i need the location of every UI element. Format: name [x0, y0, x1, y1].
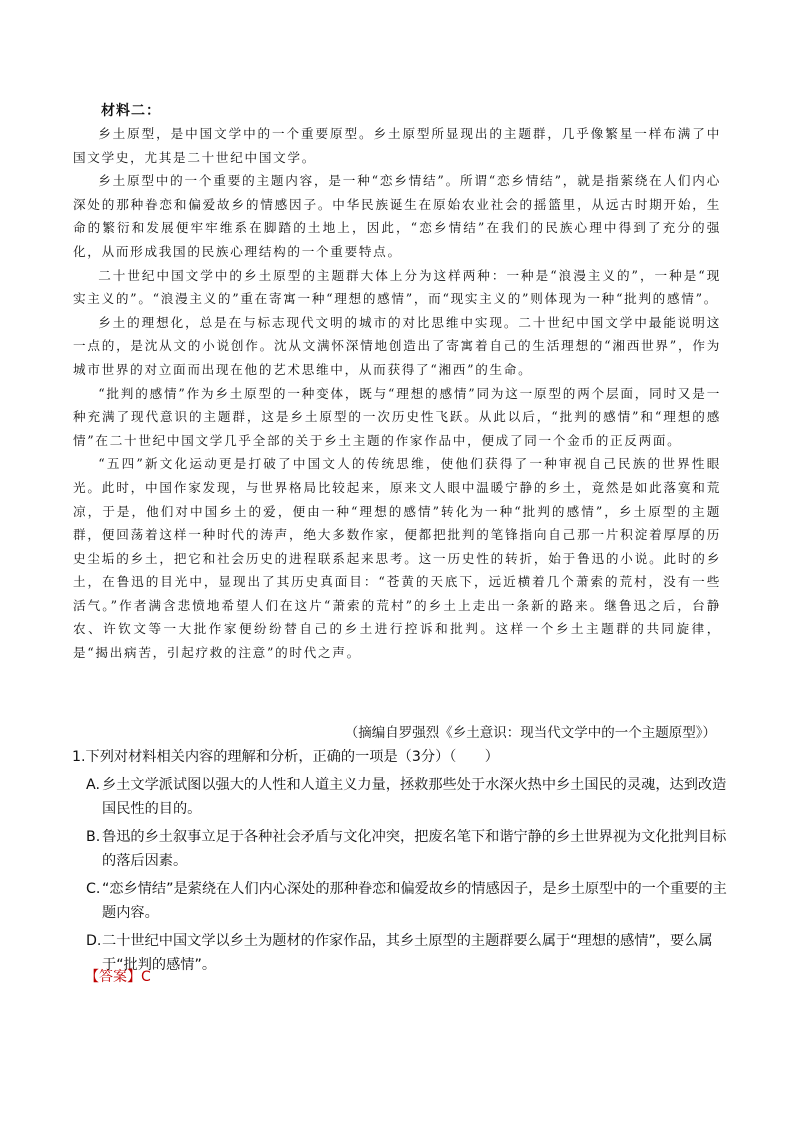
passage-paragraph: 乡土的理想化，总是在与标志现代文明的城市的对比思维中实现。二十世纪中国文学中最能说明这一点的，是沈从文的小说创作。沈从文满怀深情地创造出了寄寓着自己的生活理想的“湘西世界”，作为城市世界的对立面而出现在他的艺术思维中，从而获得了“湘西”的生命。 [73, 314, 721, 377]
option-text: “恋乡情结”是萦绕在人们内心深处的那种眷恋和偏爱故乡的情感因子，是乡土原型中的一个重要的主题内容。 [102, 881, 727, 921]
option-text: 鲁迅的乡土叙事立足于各种社会矛盾与文化冲突，把废名笔下和谐宁静的乡土世界视为文化批判目标的落后因素。 [102, 829, 727, 869]
option-c [72, 877, 732, 925]
answer-label: 【答案】 [85, 969, 141, 985]
option-text: 二十世纪中国文学以乡土为题材的作家作品，其乡土原型的主题群要么属于“理想的感情”，要么属于“批判的感情”。 [102, 933, 713, 973]
option-letter: D. [86, 933, 102, 949]
reading-passage [73, 122, 721, 665]
source-citation: （摘编自罗强烈《乡土意识：现当代文学中的一个主题原型》） [344, 725, 716, 741]
passage-paragraph: 乡土原型中的一个重要的主题内容，是一种“恋乡情结”。所谓“恋乡情结”，就是指萦绕在人们内心深处的那种眷恋和偏爱故乡的情感因子。中华民族诞生在原始农业社会的摇篮里，从远古时期开始，生命的繁衍和发展便牢牢维系在脚踏的土地上，因此，“恋乡情结”在我们的民族心理中得到了充分的强化，从而形成我国的民族心理结构的一个重要特点。 [73, 173, 721, 259]
question-stem: 1.下列对材料相关内容的理解和分析，正确的一项是（3分）（ ） [72, 749, 499, 765]
option-text: 乡土文学派试图以强大的人性和人道主义力量，拯救那些处于水深火热中乡土国民的灵魂，达到改造国民性的目的。 [102, 777, 727, 817]
option-a [72, 773, 732, 821]
option-letter: B. [86, 829, 101, 845]
passage-paragraph: “批判的感情”作为乡土原型的一种变体，既与“理想的感情”同为这一原型的两个层面，同时又是一种充满了现代意识的主题群，这是乡土原型的一次历史性飞跃。从此以后，“批判的感情”和“理想的感情”在二十世纪中国文学几乎全部的关于乡土主题的作家作品中，便成了同一个金币的正反两面。 [73, 385, 721, 448]
option-list [72, 773, 732, 977]
answer-value: C [141, 969, 151, 985]
section-heading: 材料二： [101, 103, 161, 119]
question-block [72, 745, 732, 981]
passage-paragraph: 二十世纪中国文学中的乡土原型的主题群大体上分为这样两种：一种是“浪漫主义的”，一种是“现实主义的”。“浪漫主义的”重在寄寓一种“理想的感情”，而“现实主义的”则体现为一种“批判的感情”。 [73, 267, 721, 307]
answer-line [85, 966, 151, 988]
option-letter: A. [86, 777, 100, 793]
passage-paragraph: 乡土原型，是中国文学中的一个重要原型。乡土原型所显现出的主题群，几乎像繁星一样布满了中国文学史，尤其是二十世纪中国文学。 [73, 126, 721, 165]
option-d [72, 929, 732, 977]
passage-paragraph: “五四”新文化运动更是打破了中国文人的传统思维，使他们获得了一种审视自己民族的世界性眼光。此时，中国作家发现，与世界格局比较起来，原来文人眼中温暖宁静的乡土，竟然是如此落寞和荒凉，于是，他们对中国乡土的爱，便由一种“理想的感情”转化为一种“批判的感情”，乡土原型的主题群，便回荡着这样一种时代的涛声，绝大多数作家，便都把批判的笔锋指向自己那一片积淀着厚厚的历史尘垢的乡土，把它和社会历史的进程联系起来思考。这一历史性的转折，始于鲁迅的小说。此时的乡土，在鲁迅的目光中，显现出了其历史真面目：“苍黄的天底下，远近横着几个萧索的荒村，没有一些活气。”作者满含悲愤地希望人们在这片“萧索的荒村”的乡土上走出一条新的路来。继鲁迅之后，台静农、许钦文等一大批作家便纷纷替自己的乡土进行控诉和批判。这样一个乡土主题群的共同旋律，是“揭出病苦，引起疗救的注意”的时代之声。 [73, 456, 721, 661]
option-b [72, 825, 732, 873]
option-letter: C. [86, 881, 101, 897]
